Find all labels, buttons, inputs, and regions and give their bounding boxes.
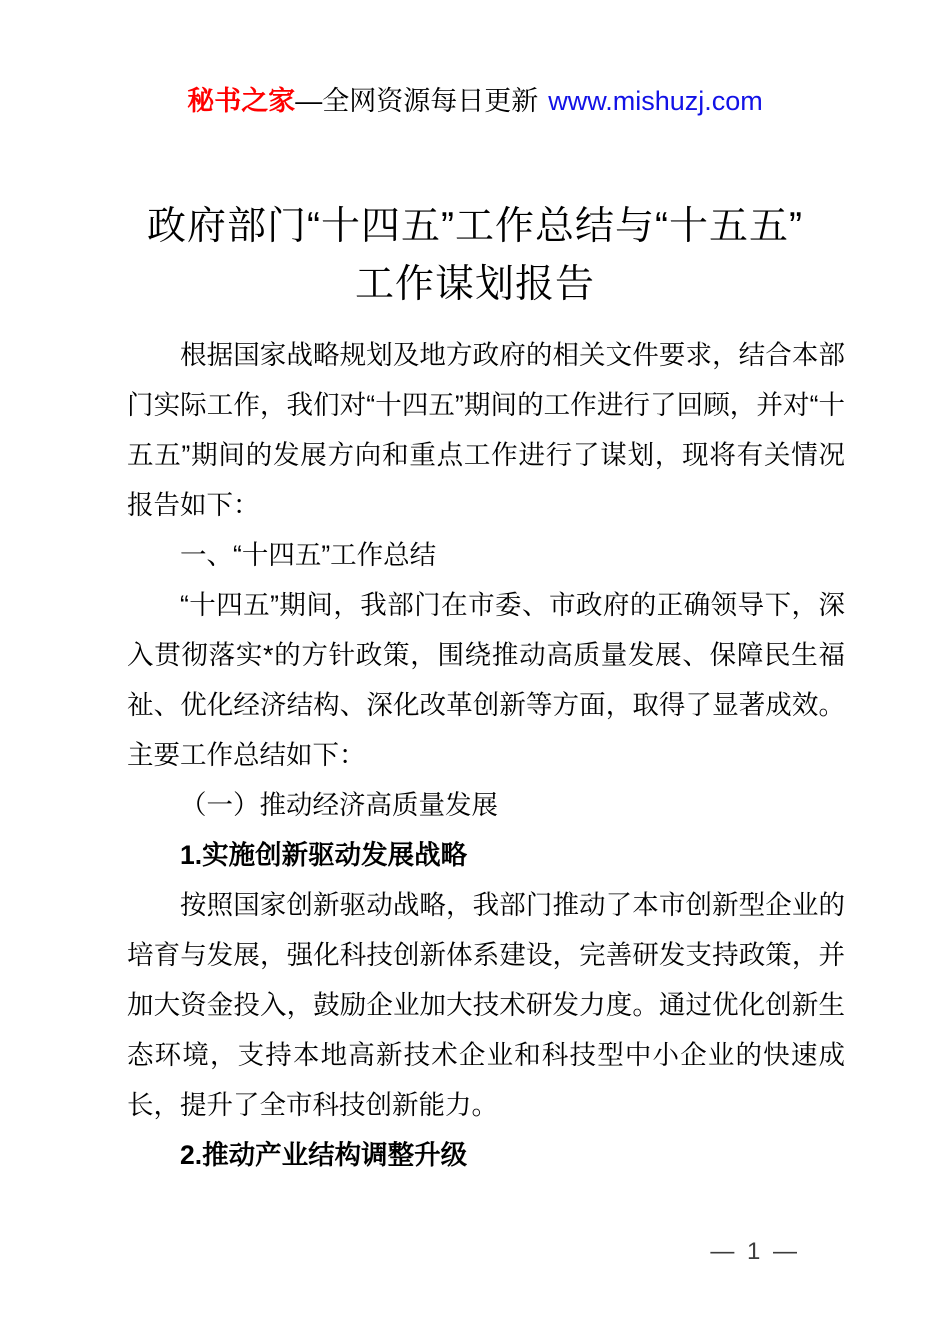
paragraph-innovation-detail: 按照国家创新驱动战略，我部门推动了本市创新型企业的培育与发展，强化科技创新体系建设，完善研发支持政策，并加大资金投入，鼓励企业加大技术研发力度。通过优化创新生态环境，支持本地高新技术企业和科技型中小企业的快速成长，提升了全市科技创新能力。 <box>127 890 845 1120</box>
document-title-line-1: 政府部门“十四五”工作总结与“十五五” <box>147 205 803 249</box>
document-body <box>127 330 845 1180</box>
document-title-line-2: 工作谋划报告 <box>354 263 595 307</box>
intro-paragraph: 根据国家战略规划及地方政府的相关文件要求，结合本部门实际工作，我们对“十四五”期间的工作进行了回顾，并对“十五五”期间的发展方向和重点工作进行了谋划，现将有关情况报告如下： <box>127 340 845 520</box>
page-number-text: — 1 — <box>710 1238 800 1265</box>
site-brand: 秘书之家 <box>187 86 296 116</box>
site-header <box>0 84 950 118</box>
item-heading-innovation-strategy: 1.实施创新驱动发展战略 <box>180 840 468 870</box>
paragraph-14th-five-overview: “十四五”期间，我部门在市委、市政府的正确领导下，深入贯彻落实*的方针政策，围绕推动高质量发展、保障民生福祉、优化经济结构、深化改革创新等方面，取得了显著成效。主要工作总结如下： <box>127 590 845 770</box>
section-heading-14th-five-summary: 一、“十四五”工作总结 <box>180 540 437 570</box>
header-dash: — <box>295 86 323 116</box>
document-title <box>0 198 950 314</box>
site-url-link[interactable]: www.mishuzj.com <box>548 86 763 116</box>
subsection-heading-economic-development: （一）推动经济高质量发展 <box>180 790 498 820</box>
site-tagline: 全网资源每日更新 <box>322 86 539 116</box>
item-heading-industry-upgrade: 2.推动产业结构调整升级 <box>180 1140 468 1170</box>
page-footer <box>0 1238 950 1266</box>
